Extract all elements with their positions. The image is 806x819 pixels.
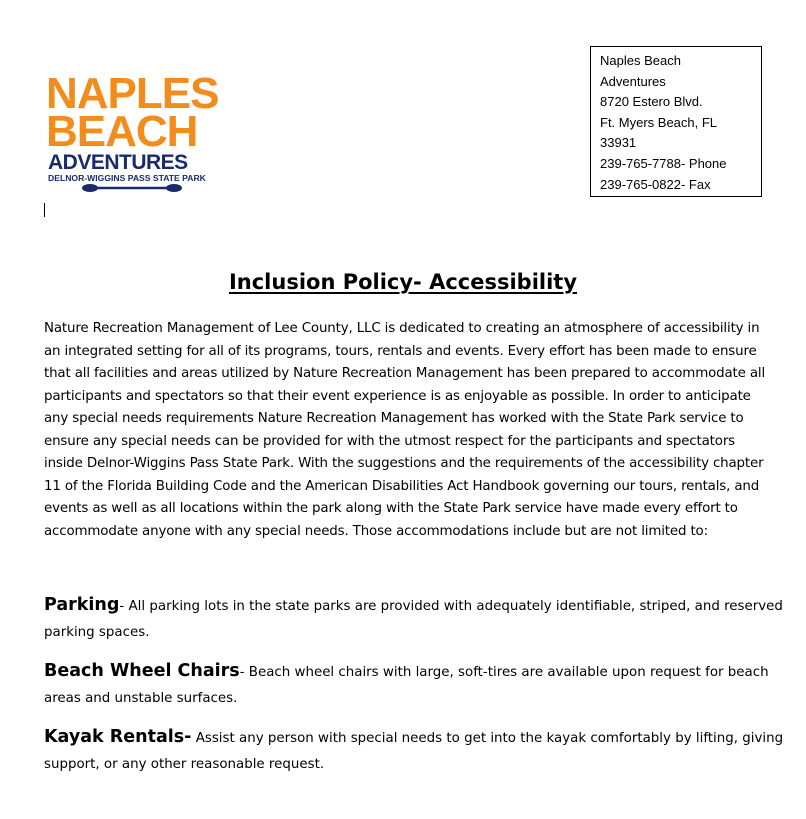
address-line: Ft. Myers Beach, FL <box>600 114 718 130</box>
logo-line-park: DELNOR-WIGGINS PASS STATE PARK <box>48 173 206 183</box>
paragraph-line: participants and spectators so that their event experience is as enjoyable as possible. In order to anticipate <box>44 388 751 404</box>
paragraph-line: that all facilities and areas utilized by Nature Recreation Management has been prepared to accommodate all <box>44 366 766 381</box>
logo-line-beach: BEACH <box>46 107 198 156</box>
section-beach-wheel-chairs <box>44 658 774 712</box>
paragraph-line: inside Delnor-Wiggins Pass State Park. With the suggestions and the requirements of the accessibility chapter <box>44 456 764 471</box>
paddle-icon <box>82 183 182 193</box>
address-line: 33931 <box>600 135 637 151</box>
paragraph-line: an integrated setting for all of its programs, tours, rentals and events. Every effort has been made to ensure <box>44 343 757 359</box>
section-heading: Beach Wheel Chairs <box>44 661 240 681</box>
section-parking <box>44 592 783 646</box>
paragraph-line: events as well as all locations within the park along with the State Park service have made every effort to <box>44 501 738 516</box>
fax-line: 239-765-0822- Fax <box>600 176 711 192</box>
address-box <box>590 46 762 197</box>
text-cursor <box>44 203 45 217</box>
phone-line: 239-765-7788- Phone <box>600 155 727 171</box>
section-text: areas and unstable surfaces. <box>44 691 238 706</box>
intro-paragraph <box>44 318 768 543</box>
address-line: Naples Beach <box>600 53 681 68</box>
paragraph-line: Nature Recreation Management of Lee County, LLC is dedicated to creating an atmosphere of accessibility in <box>44 321 760 336</box>
section-text: Assist any person with special needs to get into the kayak comfortably by lifting, giving <box>191 731 784 746</box>
logo-line-naples: NAPLES <box>46 69 219 118</box>
section-text: - Beach wheel chairs with large, soft-tires are available upon request for beach <box>239 665 769 680</box>
section-text: - All parking lots in the state parks are provided with adequately identifiable, striped, and reserved <box>119 599 783 614</box>
paragraph-line: ensure any special needs can be provided for with the utmost respect for the participants and spectators <box>44 433 735 449</box>
section-kayak-rentals <box>44 724 784 778</box>
section-text: parking spaces. <box>44 625 150 640</box>
section-heading: Parking <box>44 595 120 615</box>
address-line: 8720 Estero Blvd. <box>600 94 703 110</box>
section-text: support, or any other reasonable request. <box>44 757 325 772</box>
paragraph-line: any special needs requirements Nature Recreation Management has worked with the State Park service to <box>44 411 744 426</box>
paragraph-line: 11 of the Florida Building Code and the American Disabilities Act Handbook governing our tours, rentals, and <box>44 478 760 494</box>
company-logo <box>46 69 219 195</box>
logo-line-adventures: ADVENTURES <box>48 151 188 174</box>
address-line: Adventures <box>600 73 666 89</box>
page-title: Inclusion Policy- Accessibility <box>228 270 578 294</box>
section-heading: Kayak Rentals- <box>44 727 192 747</box>
paragraph-line: accommodate anyone with any special needs. Those accommodations include but are not limited to: <box>44 523 708 539</box>
